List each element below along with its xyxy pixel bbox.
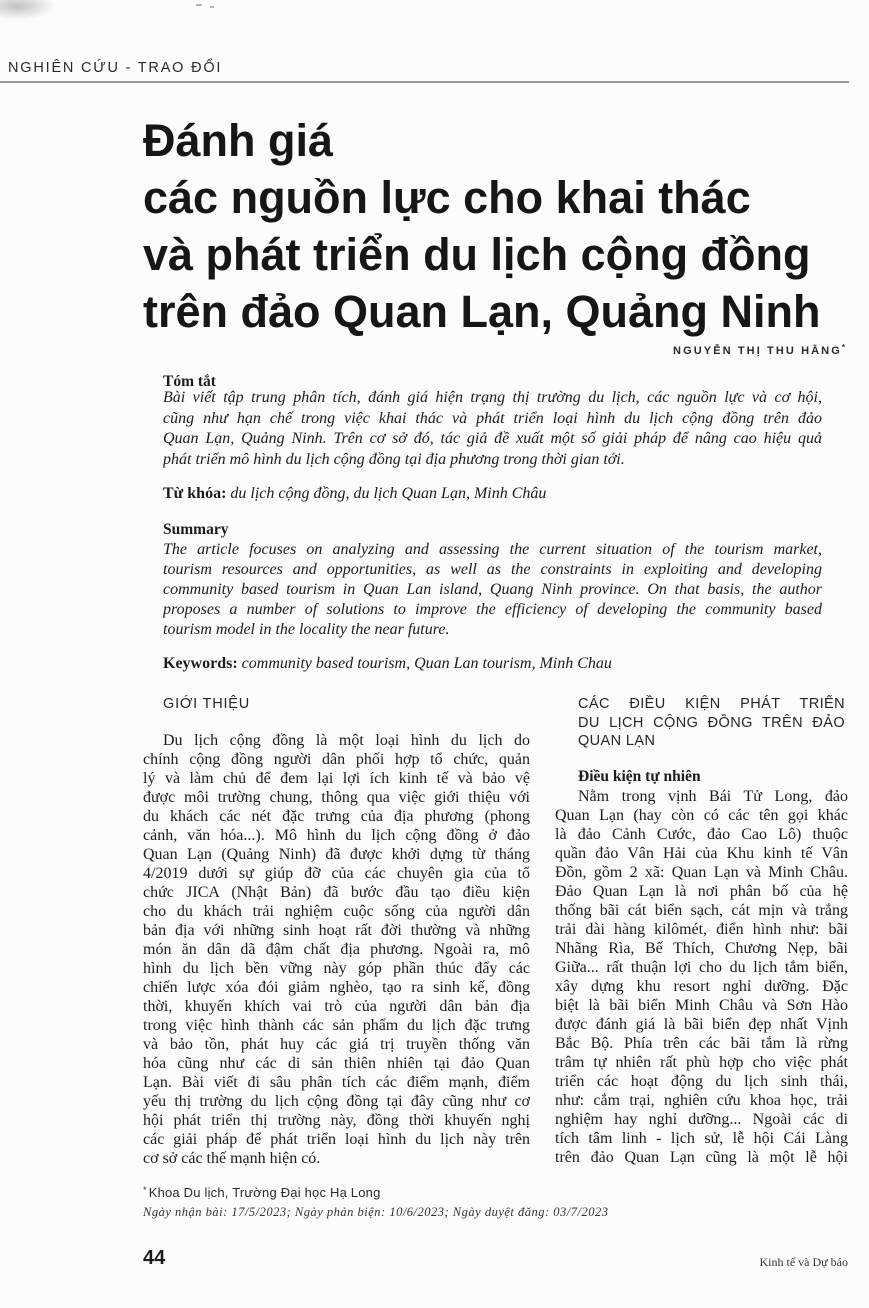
intro-line: hội phát triển thị trường này, đồng thời khuyến nghị bbox=[143, 1111, 530, 1129]
intro-line: cơ sở các thế mạnh hiện có. bbox=[143, 1149, 321, 1167]
keywords-en bbox=[163, 654, 612, 674]
title-line: trên đảo Quan Lạn, Quảng Ninh bbox=[143, 286, 821, 337]
summary-heading: Summary bbox=[163, 521, 229, 538]
intro-line: chính cộng đồng người dân phối hợp tổ chức, quản bbox=[143, 750, 530, 768]
intro-line: du khách các nét đặc trưng của địa phương (phong bbox=[143, 807, 530, 825]
intro-line: cho du khách trải nghiệm cuộc sống của người dân bbox=[143, 902, 530, 920]
intro-line: được môi trường chung, thông qua việc giới thiệu với bbox=[143, 788, 530, 806]
intro-line: 4/2019 dưới sự giúp đỡ của các chuyên gia của tổ bbox=[143, 864, 530, 882]
abstract-heading: Tóm tắt bbox=[163, 373, 216, 390]
conditions-line: thống bãi cát biển sạch, cát mịn và trắng bbox=[555, 901, 848, 919]
intro-column bbox=[143, 731, 530, 1168]
summary-line: The article focuses on analyzing and assessing the current situation of the tourism market, bbox=[163, 541, 822, 558]
title-line: và phát triển du lịch cộng đồng bbox=[143, 229, 811, 280]
conditions-line: nghiệm hay nghỉ dưỡng... Ngoài các di bbox=[555, 1110, 848, 1128]
conditions-heading-line: CÁC ĐIỀU KIỆN PHÁT TRIỂN bbox=[578, 696, 845, 712]
conditions-line: quần đảo Vân Hải của Khu kinh tế Vân bbox=[555, 844, 848, 862]
abstract-line: Bài viết tập trung phân tích, đánh giá hiện trạng thị trường du lịch, các nguồn lực và cơ hội, bbox=[163, 389, 822, 406]
conditions-line: biệt là bãi biển Minh Châu và Sơn Hào bbox=[555, 996, 848, 1014]
intro-line: chức JICA (Nhật Bản) đã bước đầu tạo điều kiện bbox=[143, 883, 530, 901]
conditions-line: Bắc Bộ. Phía trên các bãi tắm là rừng bbox=[555, 1034, 848, 1052]
keywords-vi bbox=[163, 484, 546, 504]
intro-line: thời, khuyến khích vai trò của người dân bản địa bbox=[143, 997, 530, 1015]
conditions-line: trên đảo Quan Lạn cũng là một lễ hội bbox=[555, 1148, 848, 1166]
footnote-dates: Ngày nhận bài: 17/5/2023; Ngày phản biện: 10/6/2023; Ngày duyệt đăng: 03/7/2023 bbox=[143, 1205, 609, 1219]
footnote-affiliation-text: Khoa Du lịch, Trường Đại học Hạ Long bbox=[148, 1185, 381, 1200]
conditions-heading bbox=[578, 695, 845, 751]
section-label: NGHIÊN CỨU - TRAO ĐỔI bbox=[8, 60, 223, 76]
footnote-mark: * bbox=[143, 1185, 147, 1195]
abstract-en bbox=[163, 540, 822, 640]
intro-line: chiến lược xóa đói giảm nghèo, tạo ra sinh kế, đồng bbox=[143, 978, 530, 996]
author-byline bbox=[673, 344, 845, 359]
intro-line: và bảo tồn, phát huy các giá trị truyền thống văn bbox=[143, 1035, 530, 1053]
conditions-line: trải dài hàng kilômét, điển hình như: bãi bbox=[555, 920, 848, 938]
conditions-line: Giữa... rất thuận lợi cho du lịch tắm biển, bbox=[555, 958, 848, 976]
conditions-line: Nhãng Rìa, Bế Thích, Chương Nẹp, bãi bbox=[555, 939, 848, 957]
header-rule bbox=[0, 81, 849, 83]
intro-line: Lạn. Bài viết đi sâu phân tích các điểm mạnh, điểm bbox=[143, 1073, 530, 1091]
conditions-line: Quan Lạn (hay còn có các tên gọi khác bbox=[555, 806, 848, 824]
author-footnote-mark: * bbox=[841, 343, 845, 352]
abstract-line: phát triển mô hình du lịch cộng đồng tại địa phương trong thời gian tới. bbox=[163, 450, 625, 468]
conditions-line: là đảo Cảnh Cước, đảo Cao Lô) thuộc bbox=[555, 825, 848, 843]
conditions-line: được đánh giá là bãi biển đẹp nhất Vịnh bbox=[555, 1015, 848, 1033]
footnote-affiliation bbox=[143, 1185, 381, 1202]
intro-line: lý và làm chủ để đem lại lợi ích kinh tế và bảo vệ bbox=[143, 769, 530, 787]
scan-smudge bbox=[0, 0, 56, 20]
keywords-en-text: community based tourism, Quan Lan tourism, Minh Chau bbox=[241, 655, 612, 672]
scan-speck bbox=[196, 4, 202, 6]
intro-line: yếu thị trường du lịch cộng đồng tại đây cũng như cơ bbox=[143, 1092, 530, 1110]
conditions-heading-line: QUAN LẠN bbox=[578, 733, 656, 749]
conditions-line: trâm tự nhiên rất phù hợp cho việc phát bbox=[555, 1053, 848, 1071]
author-name: NGUYỄN THỊ THU HẰNG bbox=[673, 345, 842, 357]
title-line: các nguồn lực cho khai thác bbox=[143, 172, 751, 223]
summary-line: community based tourism in Quan Lan island, Quang Ninh province. On that basis, the author bbox=[163, 581, 822, 598]
intro-line: cảnh, văn hóa...). Mô hình du lịch cộng đồng ở đảo bbox=[143, 826, 530, 844]
natural-conditions-subheading: Điều kiện tự nhiên bbox=[578, 768, 701, 785]
summary-line: proposes a number of solutions to improve the efficiency of developing the community based bbox=[163, 601, 822, 618]
keywords-vi-label: Từ khóa: bbox=[163, 485, 227, 502]
intro-line: bản địa với những sinh hoạt rất đời thường và những bbox=[143, 921, 530, 939]
summary-line: tourism model in the locality the near future. bbox=[163, 621, 450, 638]
intro-line: trong việc hình thành các sản phẩm du lịch đặc trưng bbox=[143, 1016, 530, 1034]
conditions-line: Đồn, gồm 2 xã: Quan Lạn và Minh Châu. bbox=[555, 863, 848, 881]
intro-line: hình du lịch bền vững này góp phần thúc đẩy các bbox=[143, 959, 530, 977]
conditions-line: Đảo Quan Lạn là nơi phân bố của hệ bbox=[555, 882, 848, 900]
intro-line: Du lịch cộng đồng là một loại hình du lịch do bbox=[163, 731, 530, 749]
abstract-line: Quan Lạn, Quảng Ninh. Trên cơ sở đó, tác giả đề xuất một số giải pháp để nâng cao hiệu quả bbox=[163, 430, 822, 447]
conditions-line: xây dựng khu resort nghỉ dưỡng. Đặc bbox=[555, 977, 848, 995]
intro-line: món ăn dân dã đậm chất địa phương. Ngoài ra, mô bbox=[143, 940, 530, 958]
article-title bbox=[143, 112, 863, 340]
conditions-line: tích tâm linh - lịch sử, lễ hội Cái Làng bbox=[555, 1129, 848, 1147]
conditions-line: Nằm trong vịnh Bái Tử Long, đảo bbox=[578, 787, 848, 805]
abstract-vi bbox=[163, 388, 822, 470]
page-number: 44 bbox=[143, 1247, 166, 1269]
conditions-heading-line: DU LỊCH CỘNG ĐỒNG TRÊN ĐẢO bbox=[578, 714, 845, 731]
title-line: Đánh giá bbox=[143, 115, 334, 166]
keywords-vi-text: du lịch cộng đồng, du lịch Quan Lạn, Minh Châu bbox=[230, 485, 547, 502]
conditions-line: như: cắm trại, nghiên cứu khoa học, trải bbox=[555, 1091, 848, 1109]
abstract-line: cũng như hạn chế trong việc khai thác và phát triển loại hình du lịch cộng đồng trên đảo bbox=[163, 409, 822, 427]
keywords-en-label: Keywords: bbox=[163, 655, 238, 672]
intro-line: Quan Lạn (Quảng Ninh) đã được khởi dựng từ tháng bbox=[143, 845, 530, 863]
scan-speck bbox=[210, 6, 214, 8]
journal-name: Kinh tế và Dự báo bbox=[759, 1255, 848, 1269]
conditions-line: triển các hoạt động du lịch sinh thái, bbox=[555, 1072, 848, 1090]
intro-heading: GIỚI THIỆU bbox=[163, 696, 251, 712]
intro-line: các giải pháp để phát triển loại hình du lịch này trên bbox=[143, 1130, 530, 1148]
conditions-column bbox=[555, 787, 848, 1167]
intro-line: hóa cũng như các di sản thiên nhiên tại đảo Quan bbox=[143, 1054, 530, 1072]
summary-line: tourism resources and opportunities, as well as the constraints in exploiting and developing bbox=[163, 561, 822, 578]
